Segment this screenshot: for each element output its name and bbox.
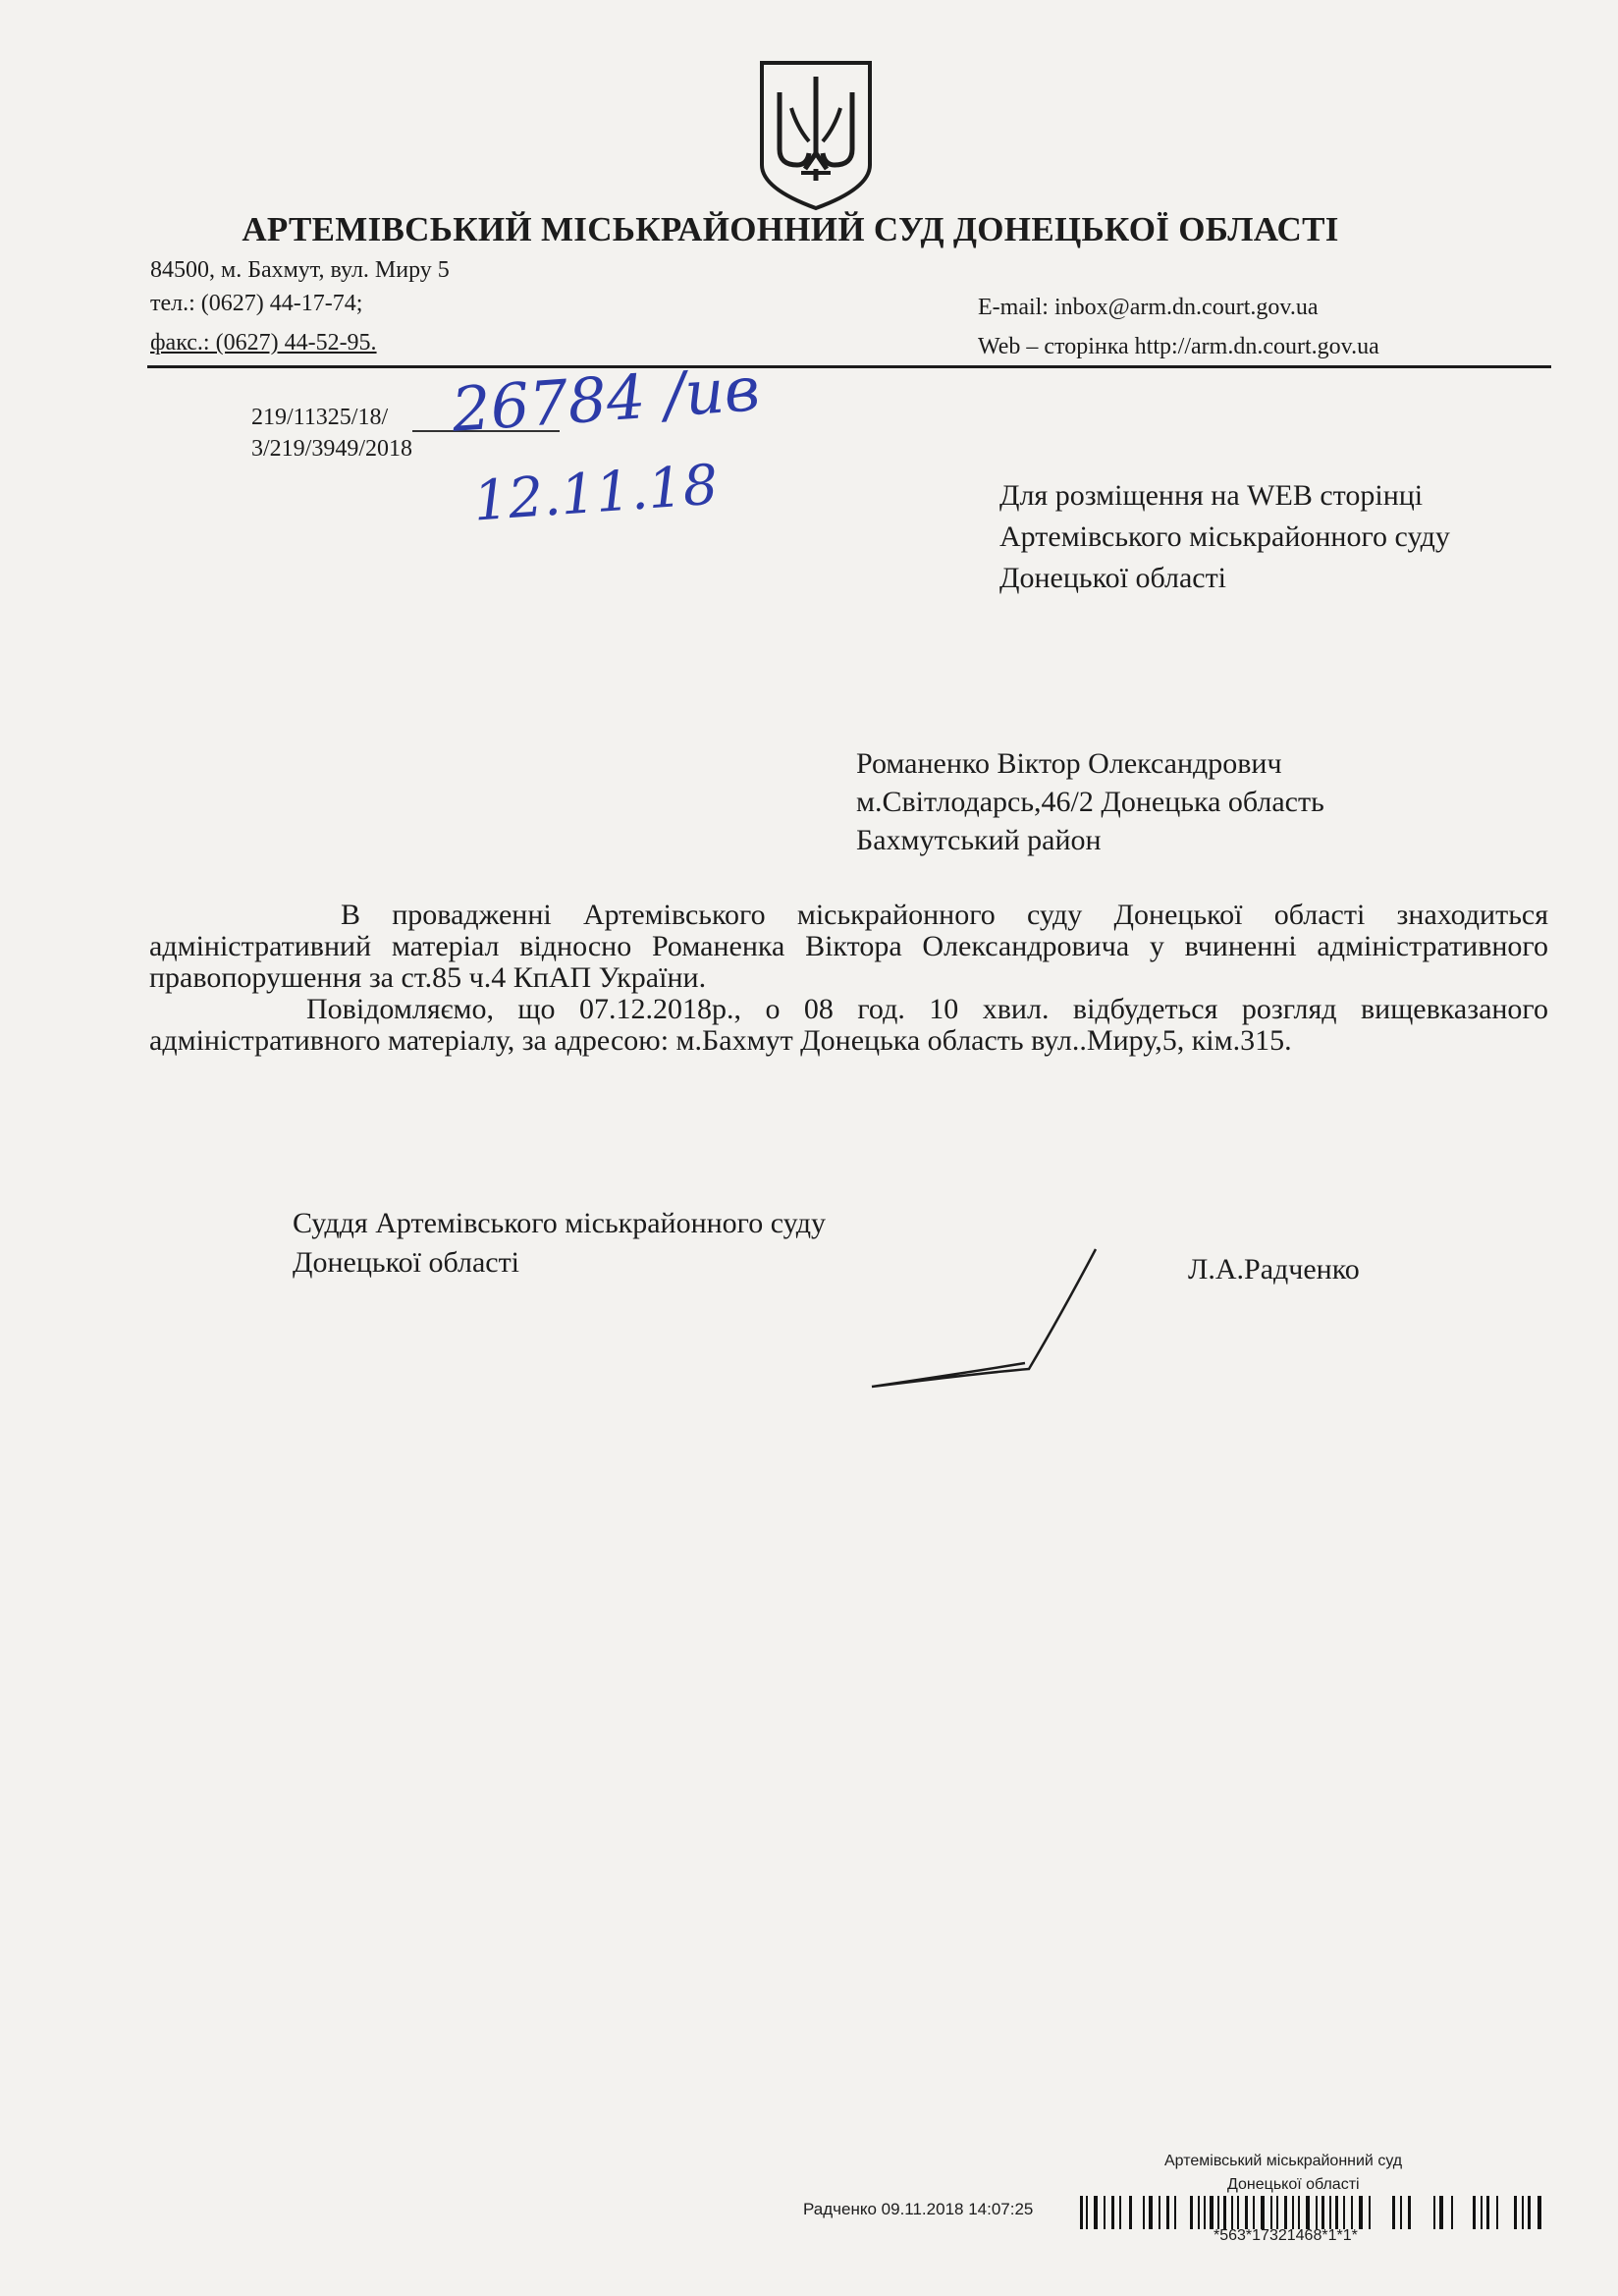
publication-note-line: Для розміщення на WEB сторінці bbox=[999, 479, 1424, 512]
coat-of-arms-icon bbox=[758, 59, 874, 212]
body-paragraph: Повідомляємо, що 07.12.2018р., о 08 год. 10 хвил. відбудеться розгляд вищевказаного адміністративного матеріалу, за адресою: м.Бахмут Донецька область вул..Миру,5, кім.315. bbox=[149, 993, 1548, 1057]
publication-note bbox=[999, 475, 1450, 599]
recipient-district: Бахмутський район bbox=[856, 824, 1102, 856]
barcode-icon bbox=[1080, 2196, 1543, 2229]
court-phone: тел.: (0627) 44-17-74; bbox=[150, 291, 363, 316]
stamp-organization: Артемівський міськрайонний суд bbox=[1164, 2153, 1403, 2169]
signature-icon bbox=[864, 1237, 1100, 1394]
header-divider bbox=[147, 365, 1551, 368]
handwritten-registration-number: 26784 /ив bbox=[449, 353, 763, 446]
court-address: 84500, м. Бахмут, вул. Миру 5 bbox=[150, 257, 450, 283]
court-title: АРТЕМІВСЬКИЙ МІСЬКРАЙОННИЙ СУД ДОНЕЦЬКОЇ ОБЛАСТІ bbox=[242, 210, 1339, 248]
reference-number-1: 219/11325/18/ bbox=[251, 405, 389, 430]
judge-position-line: Донецької області bbox=[293, 1246, 520, 1279]
judge-name: Л.А.Радченко bbox=[1188, 1253, 1360, 1285]
judge-position bbox=[293, 1204, 826, 1283]
publication-note-line: Артемівського міськрайонного суду bbox=[999, 520, 1450, 553]
publication-note-line: Донецької області bbox=[999, 562, 1227, 594]
letter-body bbox=[149, 900, 1548, 1057]
court-website: Web – сторінка http://arm.dn.court.gov.ua bbox=[978, 334, 1379, 359]
handwritten-date: 12.11.18 bbox=[471, 453, 721, 534]
stamp-meta: Радченко 09.11.2018 14:07:25 bbox=[803, 2200, 1034, 2218]
recipient-name: Романенко Віктор Олександрович bbox=[856, 747, 1282, 780]
stamp-organization-sub: Донецької області bbox=[1227, 2176, 1360, 2193]
judge-position-line: Суддя Артемівського міськрайонного суду bbox=[293, 1207, 827, 1239]
barcode-text: *563*17321468*1*1* bbox=[1214, 2227, 1358, 2244]
reference-number-2: 3/219/3949/2018 bbox=[251, 436, 413, 462]
recipient-block bbox=[856, 744, 1324, 859]
body-paragraph: В провадженні Артемівського міськрайонного суду Донецької області знаходиться адміністративний матеріал відносно Романенка Віктора Олександровича у вчиненні адміністративного правопорушення за ст.85 ч.4 КпАП України. bbox=[149, 899, 1548, 994]
court-email: E-mail: inbox@arm.dn.court.gov.ua bbox=[978, 295, 1319, 320]
recipient-address: м.Світлодарсь,46/2 Донецька область bbox=[856, 786, 1324, 818]
court-fax: факс.: (0627) 44-52-95. bbox=[150, 330, 377, 355]
